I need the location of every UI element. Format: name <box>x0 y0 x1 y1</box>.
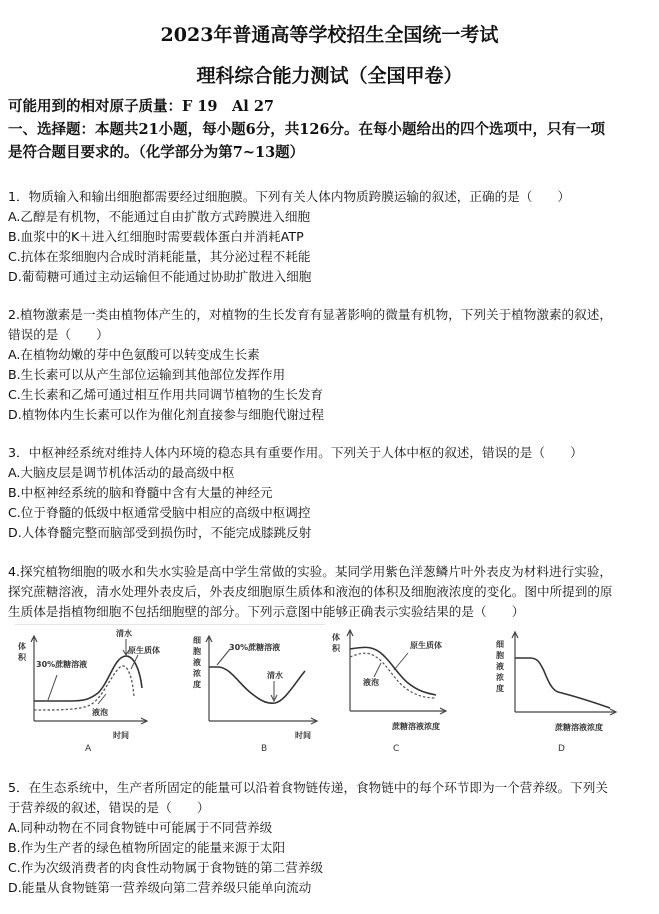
graph-letter: D <box>558 744 565 754</box>
question-stem: 1．物质输入和输出细胞都需要经过细胞膜。下列有关人体内物质跨膜运输的叙述，正确的是（ ） <box>8 189 571 204</box>
question-3 <box>8 443 656 543</box>
option-c: C.作为次级消费者的肉食性动物属于食物链的第二营养级 <box>8 860 324 875</box>
option-c: C.生长素和乙烯可通过相互作用共同调节植物的生长发育 <box>8 387 324 402</box>
section-instructions-line2: 是符合题目要求的。（化学部分为第7~13题） <box>8 144 305 161</box>
graph-a <box>10 625 170 760</box>
annotation-protoplast: 原生质体 <box>410 641 442 650</box>
annotation-water: 清水 <box>116 629 132 638</box>
option-b: B.作为生产者的绿色植物所固定的能量来源于太阳 <box>8 840 286 855</box>
question-stem-cont: 生质体是指植物细胞不包括细胞壁的部分。下列示意图中能够正确表示实验结果的是（ ） <box>8 604 525 619</box>
y-axis-label: 体积 <box>18 642 26 662</box>
protoplast-pointer <box>394 653 408 670</box>
vacuole-pointer <box>98 694 106 704</box>
option-b: B.生长素可以从产生部位运输到其他部位发挥作用 <box>8 367 286 382</box>
graph-c <box>328 625 488 760</box>
option-b: B.中枢神经系统的脑和脊髓中含有大量的神经元 <box>8 485 273 500</box>
graph-d-plot <box>490 625 650 760</box>
option-d: D.葡萄糖可通过主动运输但不能通过协助扩散进入细胞 <box>8 269 312 284</box>
concentration-curve <box>515 658 610 708</box>
graph-b <box>185 625 325 760</box>
sucrose-pointer <box>48 675 57 700</box>
annotation-water: 清水 <box>267 671 283 680</box>
x-axis-label: 蔗糖溶液浓度 <box>555 723 603 732</box>
option-a: A.在植物幼嫩的芽中色氨酸可以转变成生长素 <box>8 347 260 362</box>
annotation-vacuole: 液泡 <box>363 678 379 687</box>
annotation-sucrose: 30%蔗糖溶液 <box>36 660 88 669</box>
x-axis-label: 蔗糖溶液浓度 <box>392 722 440 731</box>
question-4 <box>8 562 656 622</box>
y-axis-label: 细胞液浓度 <box>193 636 201 689</box>
question-5 <box>8 778 656 898</box>
question-1 <box>8 187 656 287</box>
section-instructions-line1: 一、选择题：本题共21小题，每小题6分，共126分。在每小题给出的四个选项中，只有一项 <box>8 121 606 138</box>
concentration-curve <box>209 667 305 703</box>
option-c: C.位于脊髓的低级中枢通常受脑中相应的高级中枢调控 <box>8 505 311 520</box>
vacuole-pointer <box>374 663 381 677</box>
y-axis-label: 细胞液浓度 <box>496 640 504 693</box>
question-stem: 5．在生态系统中，生产者所固定的能量可以沿着食物链传递，食物链中的每个环节即为一个营养级。下列关 <box>8 780 608 795</box>
y-axis-label: 体积 <box>332 633 340 653</box>
question-stem: 3．中枢神经系统对维持人体内环境的稳态具有重要作用。下列关于人体中枢的叙述，错误的是（ ） <box>8 445 583 460</box>
graph-letter: A <box>85 744 92 754</box>
vacuole-curve <box>34 666 134 710</box>
option-a: A.同种动物在不同食物链中可能属于不同营养级 <box>8 820 273 835</box>
x-axis-label: 时间 <box>295 731 311 740</box>
graph-letter: C <box>393 744 400 754</box>
question-2 <box>8 305 656 425</box>
annotation-vacuole: 液泡 <box>92 708 108 717</box>
annotation-sucrose: 30%蔗糖溶液 <box>229 643 281 652</box>
question-stem: 2.植物激素是一类由植物体产生的，对植物的生长发育有显著影响的微量有机物，下列关于植物激素的叙述， <box>8 307 612 322</box>
question-stem-cont: 探究蔗糖溶液，清水处理外表皮后，外表皮细胞原生质体和液泡的体积及细胞液浓度的变化。图中所提到的原 <box>8 584 613 599</box>
graph-c-plot <box>328 625 488 760</box>
x-axis-label: 时间 <box>113 731 129 740</box>
exam-subtitle: 理科综合能力测试（全国甲卷） <box>196 65 463 87</box>
question-4-figure <box>10 625 650 760</box>
option-a: A.乙醇是有机物，不能通过自由扩散方式跨膜进入细胞 <box>8 209 311 224</box>
annotation-protoplast: 原生质体 <box>128 646 160 655</box>
option-d: D.能量从食物链第一营养级向第二营养级只能单向流动 <box>8 880 312 895</box>
option-b: B.血浆中的K＋进入红细胞时需要载体蛋白并消耗ATP <box>8 229 304 244</box>
option-d: D.植物体内生长素可以作为催化剂直接参与细胞代谢过程 <box>8 407 324 422</box>
graph-d <box>490 625 650 760</box>
atomic-mass-note: 可能用到的相对原子质量：F 19 Al 27 <box>8 98 275 115</box>
option-c: C.抗体在浆细胞内合成时消耗能量，其分泌过程不耗能 <box>8 249 311 264</box>
question-stem-cont: 错误的是（ ） <box>8 327 109 342</box>
option-d: D.人体脊髓完整而脑部受到损伤时，不能完成膝跳反射 <box>8 525 312 540</box>
exam-title: 2023年普通高等学校招生全国统一考试 <box>160 24 499 46</box>
question-stem-cont: 于营养级的叙述，错误的是（ ） <box>8 800 210 815</box>
question-stem: 4.探究植物细胞的吸水和失水实验是高中学生常做的实验。某同学用紫色洋葱鳞片叶外表皮为材料进行实验， <box>8 564 612 579</box>
graph-letter: B <box>261 744 268 754</box>
option-a: A.大脑皮层是调节机体活动的最高级中枢 <box>8 465 235 480</box>
